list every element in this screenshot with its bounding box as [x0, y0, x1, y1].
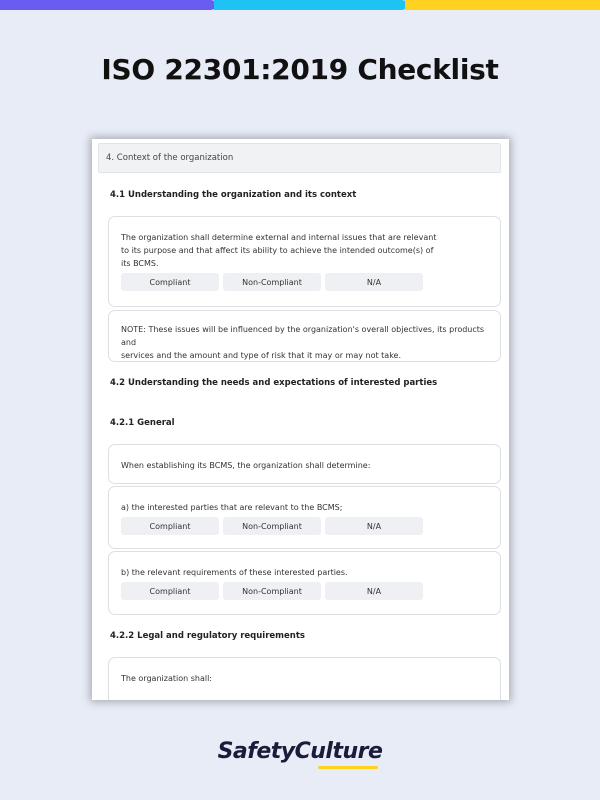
na-button[interactable]: N/A [325, 517, 423, 535]
general-intro-card [108, 444, 501, 484]
legal-intro-card [108, 657, 501, 700]
question-text: The organization shall determine external and internal issues that are relevant to its purpose and that affect its ability to achieve the intended outcome(s) of its BCMS. [121, 233, 437, 268]
heading-4-2-1: 4.2.1 General [110, 418, 175, 428]
na-button[interactable]: N/A [325, 582, 423, 600]
bar-segment-purple [0, 0, 216, 10]
question-card-a [108, 486, 501, 549]
na-button[interactable]: N/A [325, 273, 423, 291]
response-group [121, 273, 423, 291]
logo-underline [318, 766, 378, 769]
page-title: ISO 22301:2019 Checklist [101, 53, 499, 86]
non-compliant-button[interactable]: Non-Compliant [223, 517, 321, 535]
response-group [121, 582, 423, 600]
compliant-button[interactable]: Compliant [121, 582, 219, 600]
bar-segment-yellow [405, 0, 600, 10]
question-card-4-1 [108, 216, 501, 307]
non-compliant-button[interactable]: Non-Compliant [223, 273, 321, 291]
bar-segment-cyan [214, 0, 407, 10]
question-text-b: b) the relevant requirements of these interested parties. [121, 568, 348, 577]
note-text: NOTE: These issues will be influenced by the organization's overall objectives, its products and services and the amount and type of risk that it may or may not take. [121, 325, 485, 360]
non-compliant-button[interactable]: Non-Compliant [223, 582, 321, 600]
heading-4-1: 4.1 Understanding the organization and its context [110, 190, 357, 200]
safetyculture-logo: SafetyCulture [0, 739, 600, 764]
heading-4-2-2: 4.2.2 Legal and regulatory requirements [110, 631, 305, 641]
question-text-a: a) the interested parties that are relevant to the BCMS; [121, 503, 343, 512]
compliant-button[interactable]: Compliant [121, 517, 219, 535]
compliant-button[interactable]: Compliant [121, 273, 219, 291]
heading-4-2: 4.2 Understanding the needs and expectations of interested parties [110, 378, 438, 388]
legal-intro-text: The organization shall: [121, 674, 212, 683]
response-group [121, 517, 423, 535]
question-card-b [108, 551, 501, 615]
general-intro-text: When establishing its BCMS, the organization shall determine: [121, 461, 371, 470]
top-color-bar [0, 0, 600, 10]
note-card [108, 310, 501, 362]
section-header[interactable]: 4. Context of the organization [98, 143, 501, 173]
checklist-sheet [92, 139, 509, 700]
